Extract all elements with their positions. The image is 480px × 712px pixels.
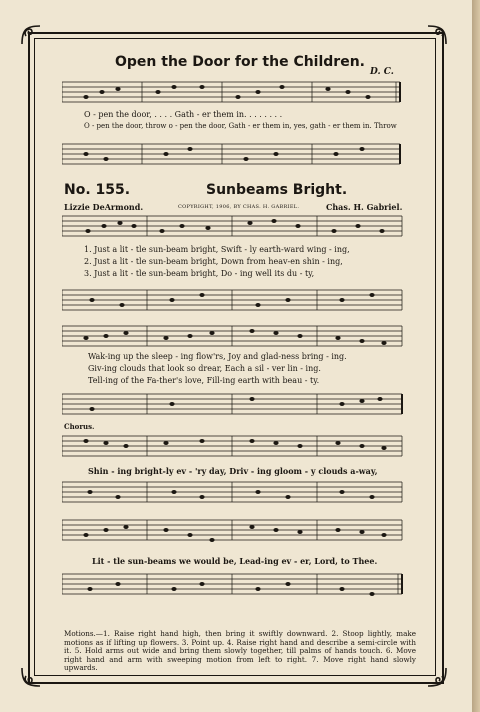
verse-3-line-2: Tell-ing of the Fa-ther's love, Fill-ing earth with beau - ty. bbox=[88, 376, 320, 385]
chorus-line-2: Lit - tle sun-beams we would be, Lead-ing ev - er, Lord, to Thee. bbox=[92, 556, 378, 566]
top-song-bass-staff bbox=[62, 140, 402, 170]
chorus-label: Chorus. bbox=[64, 422, 95, 431]
chorus1-bass-staff bbox=[62, 478, 404, 508]
lyricist-credit: Lizzie DeArmond. bbox=[64, 202, 144, 212]
system2-bass-staff bbox=[62, 390, 404, 420]
chorus-line-1: Shin - ing bright-ly ev - 'ry day, Driv - ing gloom - y clouds a-way, bbox=[88, 466, 378, 476]
system2-treble-staff bbox=[62, 322, 404, 352]
composer-credit: Chas. H. Gabriel. bbox=[326, 202, 403, 212]
system1-treble-staff bbox=[62, 212, 404, 242]
corner-ornament-top-right bbox=[424, 22, 450, 48]
da-capo-mark: D. C. bbox=[370, 67, 394, 77]
top-song-lyric-2: O - pen the door, throw o - pen the door, Gath - er them in, yes, gath - er them in. Throw bbox=[84, 122, 397, 130]
corner-ornament-bottom-left bbox=[18, 664, 44, 690]
verse-1-line-2: Wak-ing up the sleep - ing flow'rs, Joy and glad-ness bring - ing. bbox=[88, 352, 347, 361]
verse-2-line-2: Giv-ing clouds that look so drear, Each a sil - ver lin - ing. bbox=[88, 364, 321, 373]
chorus2-treble-staff bbox=[62, 516, 404, 546]
chorus2-bass-staff bbox=[62, 570, 404, 600]
hymn-title: Sunbeams Bright. bbox=[206, 182, 348, 198]
motions-instructions: Motions.—1. Raise right hand high, then bring it swiftly downward. 2. Stoop lightly, make motions as if lifting up flowers. 3. Point up. 4. Raise right hand and describe a semi-circle with it. 5. Hold arms out wide and bring them slowly together, till palms of hands touch. 6. Move right hand and arm with sweeping motion from left to right. 7. Move right hand slowly upwards. bbox=[64, 629, 416, 673]
copyright-notice: COPYRIGHT, 1906, BY CHAS. H. GABRIEL. bbox=[178, 204, 300, 210]
top-song-title: Open the Door for the Children. bbox=[115, 54, 365, 70]
corner-ornament-bottom-right bbox=[424, 664, 450, 690]
hymn-number: No. 155. bbox=[64, 182, 131, 198]
system1-bass-staff bbox=[62, 286, 404, 316]
corner-ornament-top-left bbox=[18, 22, 44, 48]
verse-2-line-1: 2. Just a lit - tle sun-beam bright, Down from heav-en shin - ing, bbox=[84, 257, 343, 266]
book-spine-edge bbox=[472, 0, 480, 712]
verse-3-line-1: 3. Just a lit - tle sun-beam bright, Do - ing well its du - ty, bbox=[84, 269, 315, 278]
verse-1-line-1: 1. Just a lit - tle sun-beam bright, Swift - ly earth-ward wing - ing, bbox=[84, 245, 350, 254]
top-song-treble-staff bbox=[62, 78, 402, 108]
chorus1-treble-staff bbox=[62, 432, 404, 462]
top-song-lyric-1: O - pen the door, . . . . Gath - er them in. . . . . . . . bbox=[84, 110, 283, 119]
